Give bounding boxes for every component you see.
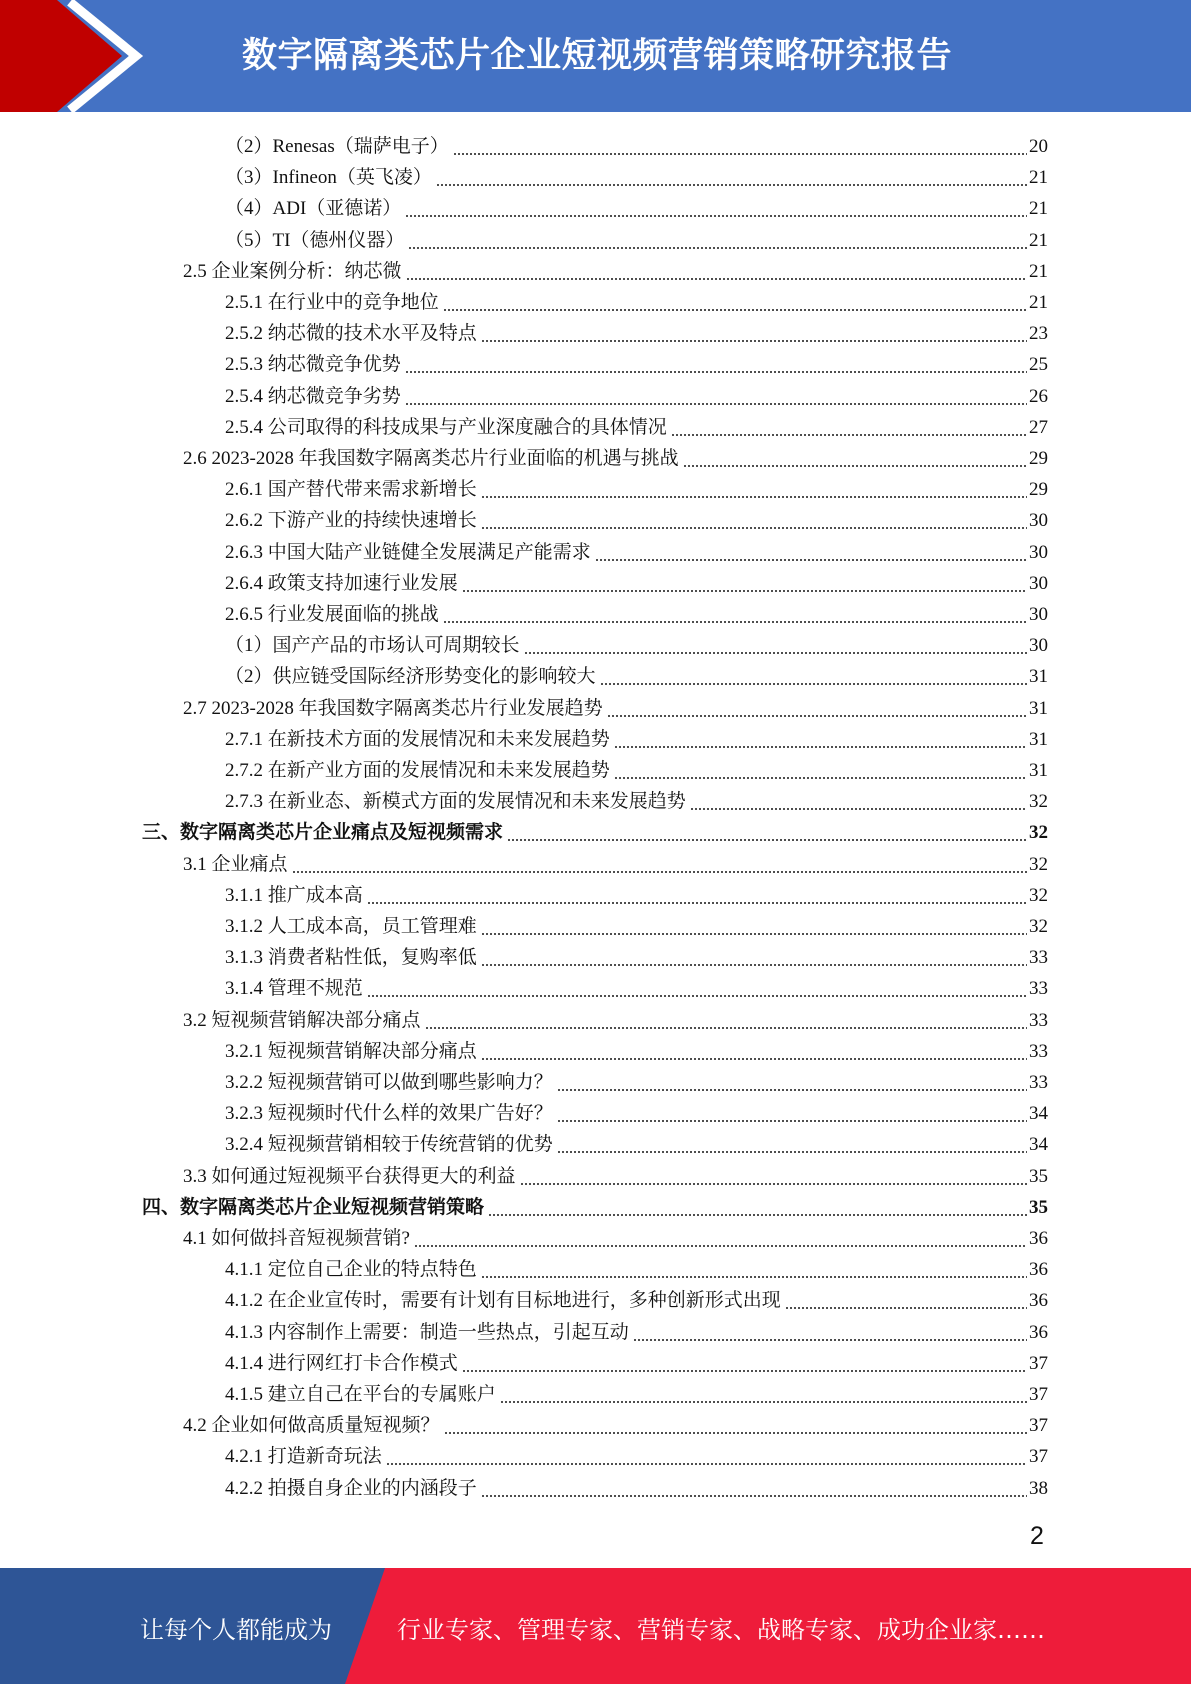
toc-entry[interactable] — [225, 627, 1048, 658]
toc-entry-page: 30 — [1029, 510, 1048, 531]
toc-entry-page: 21 — [1029, 167, 1048, 188]
toc-entry-page: 37 — [1029, 1446, 1048, 1467]
toc-entry-title: 4.1.2 在企业宣传时，需要有计划有目标地进行，多种创新形式出现 — [225, 1290, 781, 1311]
toc-entry-title: 2.7.3 在新业态、新模式方面的发展情况和未来发展趋势 — [225, 791, 686, 812]
toc-entry-title: 3.1.4 管理不规范 — [225, 978, 363, 999]
toc-entry-title: 2.7.2 在新产业方面的发展情况和未来发展趋势 — [225, 760, 610, 781]
toc-entry-page: 36 — [1029, 1259, 1048, 1280]
toc-entry[interactable] — [225, 1251, 1048, 1282]
toc-entry[interactable] — [225, 284, 1048, 315]
toc-entry[interactable] — [225, 658, 1048, 689]
toc-entry-page: 35 — [1029, 1197, 1048, 1218]
toc-dot-leader — [386, 1444, 1027, 1466]
toc-entry-title: 3.2.1 短视频营销解决部分痛点 — [225, 1041, 477, 1062]
toc-entry-page: 29 — [1029, 448, 1048, 469]
toc-entry-page: 30 — [1029, 573, 1048, 594]
toc-entry-page: 37 — [1029, 1415, 1048, 1436]
toc-entry-title: 2.5 企业案例分析：纳芯微 — [183, 261, 402, 282]
toc-entry-page: 38 — [1029, 1478, 1048, 1499]
toc-entry-page: 32 — [1029, 916, 1048, 937]
toc-dot-leader — [595, 540, 1027, 562]
toc-entry[interactable] — [142, 814, 1048, 845]
toc-dot-leader — [785, 1288, 1027, 1310]
toc-dot-leader — [600, 664, 1027, 686]
toc-entry[interactable] — [225, 502, 1048, 533]
toc-entry-title: 3.2 短视频营销解决部分痛点 — [183, 1010, 421, 1031]
toc-dot-leader — [481, 1476, 1027, 1498]
toc-dot-leader — [481, 477, 1027, 499]
toc-dot-leader — [425, 1008, 1027, 1030]
toc-dot-leader — [671, 415, 1027, 437]
toc-entry[interactable] — [225, 222, 1048, 253]
toc-dot-leader — [406, 259, 1027, 281]
toc-entry[interactable] — [225, 128, 1048, 159]
toc-entry-page: 31 — [1029, 760, 1048, 781]
toc-dot-leader — [500, 1382, 1027, 1404]
toc-entry[interactable] — [183, 440, 1048, 471]
toc-entry[interactable] — [225, 908, 1048, 939]
toc-entry-page: 32 — [1029, 885, 1048, 906]
toc-entry-title: 3.1.1 推广成本高 — [225, 885, 363, 906]
toc-entry-title: 3.1.3 消费者粘性低，复购率低 — [225, 947, 477, 968]
toc-entry-title: 2.5.4 纳芯微竞争劣势 — [225, 386, 401, 407]
toc-entry-title: 4.1.5 建立自己在平台的专属账户 — [225, 1384, 496, 1405]
toc-entry-title: 4.2 企业如何做高质量短视频？ — [183, 1415, 440, 1436]
toc-dot-leader — [690, 789, 1027, 811]
toc-entry-title: 2.5.4 公司取得的科技成果与产业深度融合的具体情况 — [225, 417, 667, 438]
toc-dot-leader — [520, 1164, 1027, 1186]
toc-dot-leader — [557, 1101, 1027, 1123]
toc-entry[interactable] — [183, 846, 1048, 877]
toc-entry-title: （1）国产产品的市场认可周期较长 — [225, 635, 520, 656]
toc-entry[interactable] — [225, 534, 1048, 565]
toc-dot-leader — [405, 196, 1027, 218]
toc-entry-title: （2）Renesas（瑞萨电子） — [225, 136, 449, 157]
report-title: 数字隔离类芯片企业短视频营销策略研究报告 — [242, 36, 953, 76]
toc-entry[interactable] — [225, 1282, 1048, 1313]
toc-entry-title: 4.1.3 内容制作上需要：制造一些热点，引起互动 — [225, 1322, 629, 1343]
toc-entry-page: 33 — [1029, 1010, 1048, 1031]
toc-entry-title: 4.2.2 拍摄自身企业的内涵段子 — [225, 1478, 477, 1499]
page-header — [0, 0, 1191, 112]
footer-slogan-right: 行业专家、管理专家、营销专家、战略专家、成功企业家…… — [397, 1616, 1045, 1644]
toc-dot-leader — [444, 1413, 1027, 1435]
toc-entry-page: 33 — [1029, 978, 1048, 999]
toc-entry-title: （4）ADI（亚德诺） — [225, 198, 402, 219]
toc-entry-page: 30 — [1029, 604, 1048, 625]
toc-entry-title: 2.7.1 在新技术方面的发展情况和未来发展趋势 — [225, 729, 610, 750]
toc-entry-page: 36 — [1029, 1322, 1048, 1343]
toc-dot-leader — [367, 976, 1027, 998]
toc-entry[interactable] — [225, 190, 1048, 221]
toc-entry-title: 3.2.2 短视频营销可以做到哪些影响力？ — [225, 1072, 553, 1093]
toc-entry[interactable] — [183, 1002, 1048, 1033]
toc-entry-title: 2.6.1 国产替代带来需求新增长 — [225, 479, 477, 500]
toc-entry[interactable] — [225, 877, 1048, 908]
toc-entry[interactable] — [225, 939, 1048, 970]
toc-dot-leader — [481, 914, 1027, 936]
toc-dot-leader — [481, 945, 1027, 967]
toc-entry[interactable] — [225, 159, 1048, 190]
toc-entry-page: 23 — [1029, 323, 1048, 344]
toc-entry[interactable] — [225, 721, 1048, 752]
toc-entry-page: 35 — [1029, 1166, 1048, 1187]
toc-entry[interactable] — [225, 378, 1048, 409]
toc-dot-leader — [443, 602, 1027, 624]
toc-entry[interactable] — [225, 1470, 1048, 1501]
toc-dot-leader — [436, 165, 1027, 187]
toc-entry[interactable] — [183, 253, 1048, 284]
toc-dot-leader — [683, 446, 1027, 468]
toc-dot-leader — [524, 633, 1027, 655]
toc-dot-leader — [607, 696, 1027, 718]
toc-entry-page: 33 — [1029, 1072, 1048, 1093]
toc-dot-leader — [481, 1257, 1027, 1279]
toc-entry-title: 四、数字隔离类芯片企业短视频营销策略 — [142, 1197, 485, 1218]
toc-entry-title: 4.2.1 打造新奇玩法 — [225, 1446, 382, 1467]
toc-entry-page: 31 — [1029, 729, 1048, 750]
toc-entry[interactable] — [225, 1095, 1048, 1126]
toc-dot-leader — [405, 352, 1027, 374]
toc-entry-title: 2.7 2023-2028 年我国数字隔离类芯片行业发展趋势 — [183, 698, 603, 719]
toc-entry-page: 31 — [1029, 666, 1048, 687]
toc-entry-page: 34 — [1029, 1103, 1048, 1124]
toc-entry-page: 34 — [1029, 1134, 1048, 1155]
toc-dot-leader — [462, 1351, 1027, 1373]
toc-dot-leader — [481, 508, 1027, 530]
toc-dot-leader — [557, 1070, 1027, 1092]
toc-entry[interactable] — [225, 315, 1048, 346]
toc-entry-title: 3.1 企业痛点 — [183, 854, 288, 875]
toc-entry-page: 33 — [1029, 1041, 1048, 1062]
toc-entry[interactable] — [225, 1033, 1048, 1064]
toc-dot-leader — [633, 1320, 1027, 1342]
toc-entry-title: 2.6.2 下游产业的持续快速增长 — [225, 510, 477, 531]
toc-entry[interactable] — [225, 1064, 1048, 1095]
toc-entry-title: （2）供应链受国际经济形势变化的影响较大 — [225, 666, 596, 687]
toc-entry-page: 30 — [1029, 635, 1048, 656]
toc-entry-title: 三、数字隔离类芯片企业痛点及短视频需求 — [142, 822, 504, 843]
toc-dot-leader — [614, 758, 1027, 780]
toc-dot-leader — [405, 384, 1027, 406]
page-footer — [0, 1568, 1191, 1684]
toc-entry-title: 2.5.3 纳芯微竞争优势 — [225, 354, 401, 375]
toc-dot-leader — [292, 852, 1027, 874]
toc-entry-title: （5）TI（德州仪器） — [225, 230, 405, 251]
toc-entry-page: 32 — [1029, 791, 1048, 812]
toc-entry-title: 2.6.3 中国大陆产业链健全发展满足产能需求 — [225, 542, 591, 563]
toc-dot-leader — [481, 321, 1027, 343]
toc-entry-page: 37 — [1029, 1353, 1048, 1374]
toc-entry-title: 2.6.4 政策支持加速行业发展 — [225, 573, 458, 594]
toc-entry-page: 33 — [1029, 947, 1048, 968]
toc-dot-leader — [557, 1132, 1027, 1154]
toc-entry-page: 27 — [1029, 417, 1048, 438]
toc-entry-title: 2.5.2 纳芯微的技术水平及特点 — [225, 323, 477, 344]
header-chevron-decoration — [0, 0, 160, 112]
page-number: 2 — [1030, 1522, 1044, 1550]
toc-entry-title: （3）Infineon（英飞凌） — [225, 167, 432, 188]
toc-dot-leader — [462, 571, 1027, 593]
toc-dot-leader — [414, 1226, 1027, 1248]
toc-dot-leader — [507, 820, 1027, 842]
toc-entry[interactable] — [225, 970, 1048, 1001]
toc-entry[interactable] — [225, 1126, 1048, 1157]
toc-dot-leader — [614, 727, 1027, 749]
toc-entry[interactable] — [225, 565, 1048, 596]
toc-entry-page: 32 — [1029, 822, 1048, 843]
toc-entry-title: 2.6.5 行业发展面临的挑战 — [225, 604, 439, 625]
toc-entry[interactable] — [183, 1158, 1048, 1189]
toc-entry[interactable] — [183, 690, 1048, 721]
toc-entry-page: 21 — [1029, 198, 1048, 219]
toc-entry[interactable] — [225, 752, 1048, 783]
toc-entry-page: 21 — [1029, 261, 1048, 282]
toc-entry-title: 2.6 2023-2028 年我国数字隔离类芯片行业面临的机遇与挑战 — [183, 448, 679, 469]
toc-entry-page: 32 — [1029, 854, 1048, 875]
toc-entry-title: 3.1.2 人工成本高，员工管理难 — [225, 916, 477, 937]
toc-entry-page: 20 — [1029, 136, 1048, 157]
toc-entry[interactable] — [225, 596, 1048, 627]
toc-dot-leader — [367, 883, 1027, 905]
toc-dot-leader — [453, 134, 1027, 156]
toc-entry-page: 25 — [1029, 354, 1048, 375]
red-chevron-shape — [0, 0, 122, 112]
toc-entry-title: 4.1 如何做抖音短视频营销? — [183, 1228, 410, 1249]
toc-dot-leader — [488, 1195, 1027, 1217]
toc-entry-page: 21 — [1029, 230, 1048, 251]
toc-entry[interactable] — [225, 1438, 1048, 1469]
toc-entry[interactable] — [225, 471, 1048, 502]
toc-entry-page: 37 — [1029, 1384, 1048, 1405]
toc-entry-title: 2.5.1 在行业中的竞争地位 — [225, 292, 439, 313]
toc-entry-title: 4.1.4 进行网红打卡合作模式 — [225, 1353, 458, 1374]
toc-entry[interactable] — [183, 1407, 1048, 1438]
toc-entry-page: 36 — [1029, 1228, 1048, 1249]
toc-entry-page: 26 — [1029, 386, 1048, 407]
toc-entry[interactable] — [225, 1376, 1048, 1407]
toc-entry[interactable] — [225, 783, 1048, 814]
toc-dot-leader — [408, 228, 1027, 250]
toc-entry-page: 36 — [1029, 1290, 1048, 1311]
toc-entry[interactable] — [225, 409, 1048, 440]
toc-entry-title: 3.3 如何通过短视频平台获得更大的利益 — [183, 1166, 516, 1187]
toc-dot-leader — [443, 290, 1027, 312]
toc-entry[interactable] — [225, 1314, 1048, 1345]
toc-entry-page: 30 — [1029, 542, 1048, 563]
toc-entry-page: 31 — [1029, 698, 1048, 719]
toc-entry-title: 3.2.3 短视频时代什么样的效果广告好？ — [225, 1103, 553, 1124]
toc-entry-title: 4.1.1 定位自己企业的特点特色 — [225, 1259, 477, 1280]
toc-entry[interactable] — [225, 1345, 1048, 1376]
toc-entry-page: 21 — [1029, 292, 1048, 313]
toc-entry[interactable] — [225, 346, 1048, 377]
toc-dot-leader — [481, 1039, 1027, 1061]
toc-entry-title: 3.2.4 短视频营销相较于传统营销的优势 — [225, 1134, 553, 1155]
toc-entry[interactable] — [142, 1189, 1048, 1220]
footer-slogan-left: 让每个人都能成为 — [140, 1616, 332, 1644]
toc-entry[interactable] — [183, 1220, 1048, 1251]
toc-entry-page: 29 — [1029, 479, 1048, 500]
